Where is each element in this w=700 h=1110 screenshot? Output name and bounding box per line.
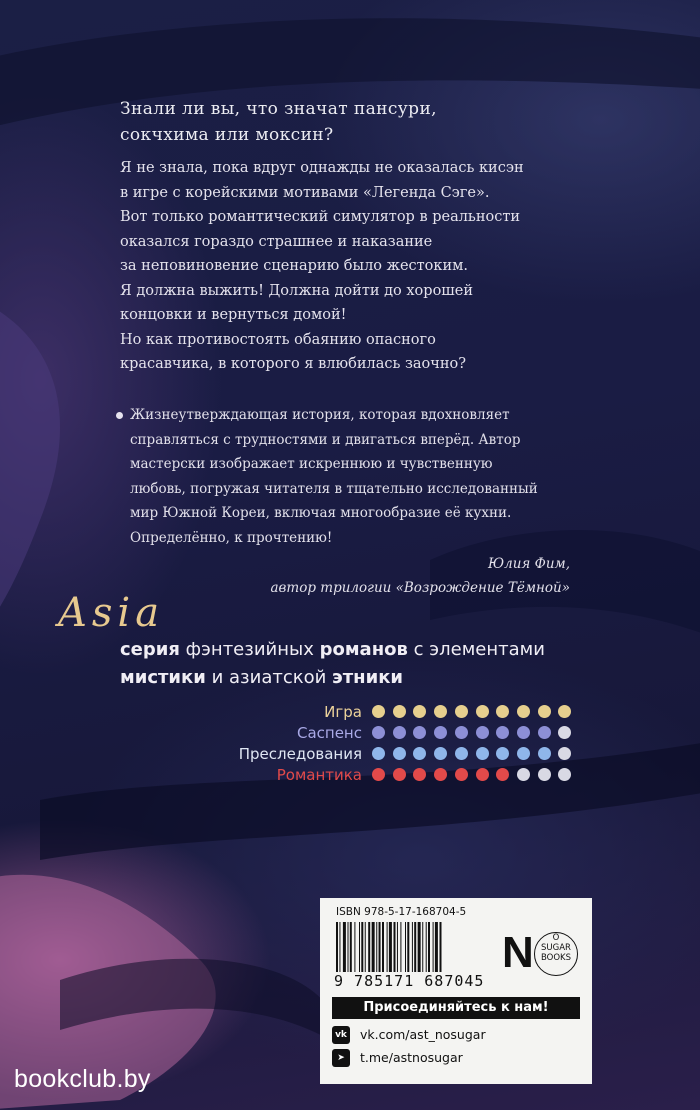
rating-dot bbox=[476, 747, 489, 760]
barcode-bar bbox=[372, 922, 375, 972]
barcode-panel bbox=[320, 898, 592, 1084]
barcode-bar bbox=[440, 922, 442, 972]
series-word: фэнтезийных bbox=[179, 639, 320, 660]
rating-dot bbox=[413, 726, 426, 739]
publisher-logo-text: SUGAR bbox=[541, 943, 571, 953]
social-link-text: t.me/astnosugar bbox=[360, 1050, 463, 1065]
bullet-icon bbox=[116, 412, 123, 419]
rating-label: Игра bbox=[324, 703, 362, 721]
rating-dot bbox=[517, 705, 530, 718]
barcode-bar bbox=[382, 922, 384, 972]
rating-dot bbox=[434, 705, 447, 718]
rating-dot bbox=[558, 705, 571, 718]
publisher-logo-text: O bbox=[552, 933, 560, 943]
barcode-graphic bbox=[334, 922, 494, 972]
rating-dot bbox=[413, 705, 426, 718]
series-description-line bbox=[120, 664, 600, 692]
barcode-bar bbox=[350, 922, 352, 972]
rating-dot bbox=[372, 726, 385, 739]
review-author-name: Юлия Фим, bbox=[487, 556, 570, 572]
review-line: Жизнеутверждающая история, которая вдохновляет bbox=[130, 407, 510, 423]
telegram-icon: ➤ bbox=[332, 1049, 350, 1067]
rating-row-romance bbox=[150, 765, 580, 785]
barcode-bar bbox=[414, 922, 416, 972]
rating-dot bbox=[476, 726, 489, 739]
rating-dot bbox=[434, 747, 447, 760]
review-line: любовь, погружая читателя в тщательно исследованный bbox=[130, 480, 538, 497]
intro-line: концовки и вернуться домой! bbox=[120, 307, 347, 323]
headline bbox=[120, 96, 580, 148]
intro-line: красавчика, в которого я влюбилась заочно? bbox=[120, 356, 467, 372]
rating-dot bbox=[393, 747, 406, 760]
social-link-text: vk.com/ast_nosugar bbox=[360, 1027, 486, 1042]
rating-dot bbox=[558, 747, 571, 760]
rating-dot bbox=[393, 768, 406, 781]
barcode-bar bbox=[394, 922, 396, 972]
join-banner: Присоединяйтесь к нам! bbox=[332, 997, 580, 1019]
series-word: этники bbox=[332, 667, 404, 688]
rating-dot bbox=[496, 705, 509, 718]
barcode-bar bbox=[354, 922, 355, 972]
barcode-bar bbox=[379, 922, 381, 972]
series-word: и азиатской bbox=[205, 667, 333, 688]
rating-label: Преследования bbox=[238, 745, 362, 763]
barcode-bar bbox=[435, 922, 438, 972]
barcode-bar bbox=[422, 922, 423, 972]
barcode-bar bbox=[348, 922, 349, 972]
rating-label: Саспенс bbox=[296, 724, 362, 742]
review-quote bbox=[130, 403, 570, 600]
rating-dot bbox=[538, 768, 551, 781]
rating-dot bbox=[372, 768, 385, 781]
series-description-line bbox=[120, 636, 600, 664]
rating-dot bbox=[455, 747, 468, 760]
rating-dot bbox=[372, 747, 385, 760]
rating-dot bbox=[434, 726, 447, 739]
barcode-bar bbox=[418, 922, 421, 972]
vk-icon: vk bbox=[332, 1026, 350, 1044]
barcode-number: 9 785171 687045 bbox=[334, 972, 485, 990]
series-word: с элементами bbox=[407, 639, 545, 660]
rating-dot bbox=[434, 768, 447, 781]
series-word: серия bbox=[120, 639, 180, 660]
rating-dot bbox=[476, 705, 489, 718]
rating-dot bbox=[393, 726, 406, 739]
rating-dot bbox=[558, 768, 571, 781]
rating-dot bbox=[476, 768, 489, 781]
intro-line: Вот только романтический симулятор в реальности bbox=[120, 209, 521, 225]
review-line: мастерски изображает искреннюю и чувственную bbox=[130, 456, 493, 472]
rating-dot bbox=[455, 726, 468, 739]
intro-line: Я не знала, пока вдруг однажды не оказалась кисэн bbox=[120, 160, 524, 176]
rating-label: Романтика bbox=[276, 766, 362, 784]
series-word: романов bbox=[319, 639, 408, 660]
barcode-bar bbox=[400, 922, 401, 972]
rating-dot bbox=[517, 726, 530, 739]
rating-dot bbox=[517, 768, 530, 781]
barcode-bar bbox=[361, 922, 363, 972]
rating-dot bbox=[496, 726, 509, 739]
series-logo: Asia bbox=[58, 590, 165, 636]
intro-line: за неповиновение сценарию было жестоким. bbox=[120, 258, 469, 274]
review-author bbox=[130, 552, 570, 600]
isbn-text: ISBN 978-5-17-168704-5 bbox=[336, 906, 467, 918]
series-word: мистики bbox=[120, 667, 206, 688]
rating-dot bbox=[496, 747, 509, 760]
rating-dot bbox=[538, 705, 551, 718]
barcode-bar bbox=[336, 922, 338, 972]
intro-paragraph bbox=[120, 156, 580, 377]
barcode-bar bbox=[405, 922, 406, 972]
barcode-bar bbox=[365, 922, 366, 972]
publisher-logo bbox=[502, 928, 582, 978]
barcode-bar bbox=[368, 922, 370, 972]
publisher-logo-letter: N bbox=[502, 928, 534, 977]
barcode-bar bbox=[343, 922, 346, 972]
rating-dot bbox=[538, 726, 551, 739]
social-link-telegram[interactable] bbox=[332, 1048, 582, 1068]
intro-line: Я должна выжить! Должна дойти до хорошей bbox=[120, 282, 474, 299]
rating-dot bbox=[496, 768, 509, 781]
headline-line: сокчхима или моксин? bbox=[120, 125, 334, 145]
rating-dot bbox=[413, 768, 426, 781]
publisher-logo-circle bbox=[534, 932, 578, 976]
barcode-bar bbox=[389, 922, 392, 972]
barcode-bar bbox=[412, 922, 413, 972]
intro-line: оказался гораздо страшнее и наказание bbox=[120, 233, 433, 250]
review-author-note: автор трилогии «Возрождение Тёмной» bbox=[270, 580, 570, 596]
review-line: справляться с трудностями и двигаться вперёд. Автор bbox=[130, 431, 521, 448]
barcode-bar bbox=[387, 922, 388, 972]
rating-row-suspense bbox=[150, 723, 580, 743]
rating-row-chases bbox=[150, 744, 580, 764]
rating-row-game bbox=[150, 702, 580, 722]
rating-dot bbox=[393, 705, 406, 718]
intro-line: в игре с корейскими мотивами «Легенда Сэге». bbox=[120, 184, 490, 201]
social-link-vk[interactable] bbox=[332, 1025, 582, 1045]
intro-line: Но как противостоять обаянию опасного bbox=[120, 331, 436, 348]
rating-dot bbox=[558, 726, 571, 739]
rating-dot bbox=[413, 747, 426, 760]
barcode-bar bbox=[426, 922, 427, 972]
site-watermark: bookclub.by bbox=[14, 1065, 151, 1093]
rating-dot bbox=[372, 705, 385, 718]
barcode-bar bbox=[339, 922, 340, 972]
barcode-bar bbox=[433, 922, 434, 972]
rating-dot bbox=[455, 705, 468, 718]
review-line: Определённо, к прочтению! bbox=[130, 529, 333, 546]
barcode-bar bbox=[407, 922, 409, 972]
barcode-bar bbox=[397, 922, 398, 972]
publisher-logo-text: BOOKS bbox=[540, 953, 572, 963]
review-line: мир Южной Кореи, включая многообразие её кухни. bbox=[130, 505, 512, 521]
series-description bbox=[120, 636, 600, 692]
rating-dot bbox=[455, 768, 468, 781]
rating-dot bbox=[538, 747, 551, 760]
headline-line: Знали ли вы, что значат пансури, bbox=[120, 99, 437, 119]
barcode-bar bbox=[376, 922, 377, 972]
rating-dot bbox=[517, 747, 530, 760]
barcode-bar bbox=[428, 922, 430, 972]
barcode-bar bbox=[359, 922, 360, 972]
